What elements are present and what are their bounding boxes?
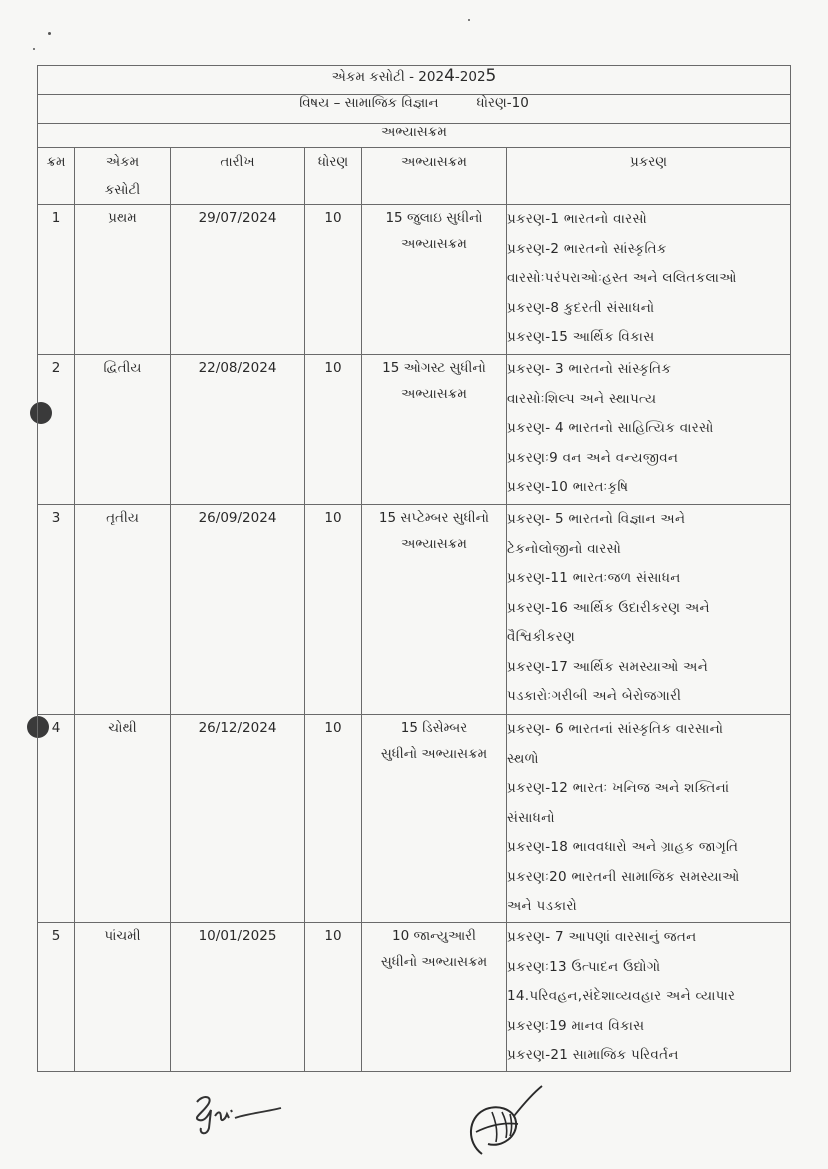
- syllabus-banner-row: [38, 124, 791, 148]
- row-standard: 10: [305, 355, 362, 505]
- syllabus-line: 15 સપ્ટેમ્બર સુધીનો: [378, 510, 490, 526]
- syllabus-line: 10 જાન્યુઆરી: [392, 928, 476, 944]
- row-standard: 10: [305, 505, 362, 715]
- syllabus-line: અભ્યાસક્રમ: [401, 236, 467, 252]
- topic-line: ટેકનોલોજીનો વારસો: [507, 540, 622, 557]
- topic-line: પ્રકરણ- 6 ભારતનાં સાંસ્કૃતિક વારસાનો: [507, 721, 724, 737]
- title-cell: [38, 66, 791, 95]
- title-row: [38, 66, 791, 95]
- paper-speck: [33, 48, 35, 50]
- topic-line: સંસાધનો: [507, 809, 555, 826]
- row-number: 5: [38, 923, 75, 1072]
- column-header-row: [38, 148, 791, 205]
- subject-label: વિષય – સામાજિક વિજ્ઞાન: [299, 95, 439, 111]
- topic-line: પ્રકરણ-8 કુદરતી સંસાધનો: [507, 299, 655, 316]
- row-test-name: તૃતીય: [75, 505, 171, 715]
- col-header-chapter: પ્રકરણ: [507, 148, 791, 205]
- paper-speck: [468, 19, 470, 21]
- row-test-name: પ્રથમ: [75, 205, 171, 355]
- topic-line: પ્રકરણઃ20 ભારતની સામાજિક સમસ્યાઓ: [507, 868, 740, 885]
- topic-line: 14.પરિવહન,સંદેશાવ્યવહાર અને વ્યાપાર: [507, 988, 736, 1004]
- topic-line: પ્રકરણ-17 આર્થિક સમસ્યાઓ અને: [507, 658, 709, 675]
- table-row: [38, 505, 791, 715]
- row-topics: [507, 355, 791, 505]
- topic-line: વૈશ્વિકીકરણ: [507, 629, 576, 645]
- row-test-name: દ્વિતીય: [75, 355, 171, 505]
- subject-cell: [38, 95, 791, 124]
- row-topics: [507, 923, 791, 1072]
- topic-line: પ્રકરણ- 4 ભારતનો સાહિત્યિક વારસો: [507, 420, 714, 436]
- col-header-kram: ક્રમ: [38, 148, 75, 205]
- schedule-table: [37, 65, 791, 1072]
- topic-line: પ્રકરણ-15 આર્થિક વિકાસ: [507, 329, 655, 345]
- syllabus-banner: અભ્યાસક્રમ: [38, 124, 791, 148]
- row-number: 2: [38, 355, 75, 505]
- title-mid: -202: [454, 69, 486, 85]
- syllabus-line: અભ્યાસક્રમ: [401, 536, 467, 552]
- topic-line: પ્રકરણઃ13 ઉત્પાદન ઉદ્યોગો: [507, 958, 661, 975]
- row-number: 4: [38, 715, 75, 923]
- topic-line: પ્રકરણ-1 ભારતનો વારસો: [507, 211, 648, 227]
- row-number: 1: [38, 205, 75, 355]
- col-header-date: તારીખ: [171, 148, 305, 205]
- row-date: 26/12/2024: [171, 715, 305, 923]
- row-topics: [507, 205, 791, 355]
- col-header-ekam-line2: કસોટી: [104, 182, 141, 198]
- table-row: [38, 355, 791, 505]
- topic-line: પ્રકરણ-21 સામાજિક પરિવર્તન: [507, 1047, 679, 1063]
- col-header-ekam-line1: એકમ: [105, 154, 140, 170]
- topic-line: વારસોઃશિલ્પ અને સ્થાપત્ય: [507, 390, 657, 407]
- title-prefix: એકમ કસોટી - 202: [331, 69, 445, 85]
- topic-line: અને પડકારો: [507, 898, 578, 914]
- col-header-ekam: [75, 148, 171, 205]
- table-row: [38, 205, 791, 355]
- row-standard: 10: [305, 205, 362, 355]
- row-syllabus: [362, 505, 507, 715]
- row-syllabus: [362, 715, 507, 923]
- syllabus-line: અભ્યાસક્રમ: [401, 386, 467, 402]
- topic-line: પ્રકરણ- 7 આપણાં વારસાનું જતન: [507, 929, 697, 945]
- title-year-correction: 4: [444, 66, 455, 86]
- topic-line: પ્રકરણ-18 ભાવવધારો અને ગ્રાહક જાગૃતિ: [507, 839, 739, 855]
- row-standard: 10: [305, 715, 362, 923]
- row-date: 26/09/2024: [171, 505, 305, 715]
- syllabus-line: 15 જુલાઇ સુધીનો: [385, 210, 483, 226]
- paper-speck: [48, 32, 51, 35]
- row-syllabus: [362, 355, 507, 505]
- syllabus-line: 15 ડિસેમ્બર: [400, 720, 468, 736]
- row-topics: [507, 505, 791, 715]
- row-date: 10/01/2025: [171, 923, 305, 1072]
- syllabus-line: 15 ઓગસ્ટ સુધીનો: [382, 360, 486, 376]
- topic-line: પ્રકરણ-10 ભારતઃકૃષિ: [507, 479, 629, 495]
- standard-label: ધોરણ-10: [476, 95, 529, 111]
- table-row: [38, 715, 791, 923]
- topic-line: સ્થળો: [507, 750, 539, 767]
- row-test-name: ચોથી: [75, 715, 171, 923]
- row-syllabus: [362, 205, 507, 355]
- subject-row: [38, 95, 791, 124]
- topic-line: પડકારોઃગરીબી અને બેરોજગારી: [507, 688, 682, 704]
- topic-line: પ્રકરણ- 3 ભારતનો સાંસ્કૃતિક: [507, 361, 672, 377]
- syllabus-line: સુધીનો અભ્યાસક્રમ: [380, 746, 488, 762]
- row-test-name: પાંચમી: [75, 923, 171, 1072]
- row-date: 29/07/2024: [171, 205, 305, 355]
- topic-line: પ્રકરણઃ9 વન અને વન્યજીવન: [507, 449, 679, 466]
- syllabus-line: સુધીનો અભ્યાસક્રમ: [380, 954, 488, 970]
- col-header-dhoran: ધોરણ: [305, 148, 362, 205]
- topic-line: પ્રકરણ- 5 ભારતનો વિજ્ઞાન અને: [507, 511, 686, 527]
- row-date: 22/08/2024: [171, 355, 305, 505]
- row-topics: [507, 715, 791, 923]
- right-signature-icon: [462, 1082, 552, 1162]
- left-signature-icon: [185, 1090, 295, 1140]
- row-syllabus: [362, 923, 507, 1072]
- topic-line: પ્રકરણ-16 આર્થિક ઉદારીકરણ અને: [507, 599, 710, 616]
- col-header-syllabus: અભ્યાસક્રમ: [362, 148, 507, 205]
- row-number: 3: [38, 505, 75, 715]
- row-standard: 10: [305, 923, 362, 1072]
- topic-line: પ્રકરણ-2 ભારતનો સાંસ્કૃતિક: [507, 240, 667, 257]
- table-row: [38, 923, 791, 1072]
- topic-line: વારસોઃપરંપરાઓઃહસ્ત અને લલિતકલાઓ: [507, 270, 737, 286]
- title-year-end: 5: [485, 66, 497, 86]
- topic-line: પ્રકરણ-11 ભારતઃજળ સંસાધન: [507, 570, 681, 586]
- topic-line: પ્રકરણ-12 ભારતઃ ખનિજ અને શક્તિનાં: [507, 780, 730, 796]
- topic-line: પ્રકરણઃ19 માનવ વિકાસ: [507, 1017, 645, 1034]
